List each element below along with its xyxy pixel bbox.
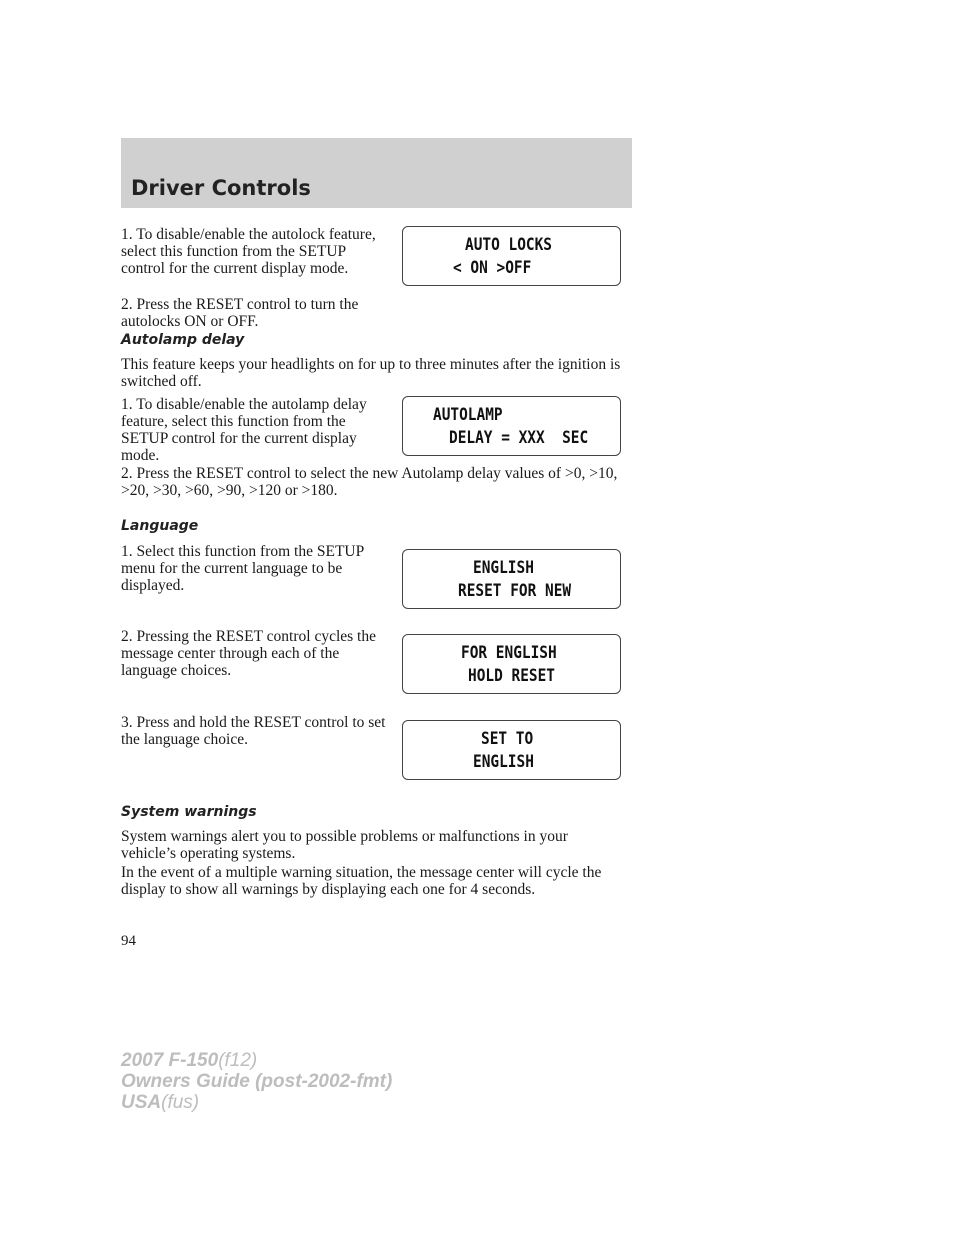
footer-market — [121, 1092, 199, 1114]
section-title: Driver Controls — [131, 176, 311, 200]
language-display-1-line-2: RESET FOR NEW — [458, 581, 572, 601]
warnings-para-1: System warnings alert you to possible problems or malfunctions in your vehicle’s operating systems. — [121, 828, 568, 862]
autolock-display-line-1: AUTO LOCKS — [465, 235, 553, 255]
language-display-1 — [402, 549, 621, 609]
autolock-display-line-2: < ON >OFF — [453, 258, 532, 278]
autolock-display — [402, 226, 621, 286]
footer-market-code: (fus) — [161, 1092, 200, 1113]
language-display-2-line-1: FOR ENGLISH — [461, 643, 557, 663]
language-heading: Language — [121, 518, 199, 534]
footer-guide — [121, 1071, 392, 1093]
autolamp-display — [402, 396, 621, 456]
warnings-heading: System warnings — [121, 804, 257, 820]
autolock-step-2: 2. Press the RESET control to turn the autolocks ON or OFF. — [121, 296, 359, 330]
footer-market-name: USA — [121, 1092, 162, 1113]
language-display-1-line-1: ENGLISH — [473, 558, 534, 578]
autolamp-step-2: 2. Press the RESET control to select the new Autolamp delay values of >0, >10, >20, >30, >60, >90, >120 or >180. — [121, 465, 618, 499]
language-step-3: 3. Press and hold the RESET control to set the language choice. — [121, 714, 386, 748]
footer-model-name: 2007 F-150 — [121, 1050, 219, 1071]
page-number: 94 — [121, 933, 136, 949]
warnings-para-2: In the event of a multiple warning situation, the message center will cycle the display to show all warnings by displaying each one for 4 seconds. — [121, 864, 602, 898]
autolamp-display-line-2: DELAY = XXX SEC — [449, 428, 589, 448]
language-step-2: 2. Pressing the RESET control cycles the message center through each of the language choices. — [121, 628, 376, 679]
footer-model — [121, 1050, 257, 1072]
language-display-3-line-2: ENGLISH — [473, 752, 534, 772]
autolock-step-1: 1. To disable/enable the autolock feature, select this function from the SETUP control for the current display mode. — [121, 226, 376, 277]
language-display-3 — [402, 720, 621, 780]
language-step-1: 1. Select this function from the SETUP menu for the current language to be displayed. — [121, 543, 364, 594]
language-display-2-line-2: HOLD RESET — [468, 666, 556, 686]
footer-model-code: (f12) — [218, 1050, 258, 1071]
autolamp-step-1: 1. To disable/enable the autolamp delay feature, select this function from the SETUP control for the current display mode. — [121, 396, 367, 464]
section-header-band — [121, 138, 632, 208]
autolamp-intro: This feature keeps your headlights on for up to three minutes after the ignition is switched off. — [121, 356, 621, 390]
language-display-3-line-1: SET TO — [481, 729, 534, 749]
autolamp-display-line-1: AUTOLAMP — [433, 405, 503, 425]
footer-guide-name: Owners Guide (post-2002-fmt) — [121, 1071, 393, 1092]
language-display-2 — [402, 634, 621, 694]
autolamp-heading: Autolamp delay — [121, 332, 245, 348]
